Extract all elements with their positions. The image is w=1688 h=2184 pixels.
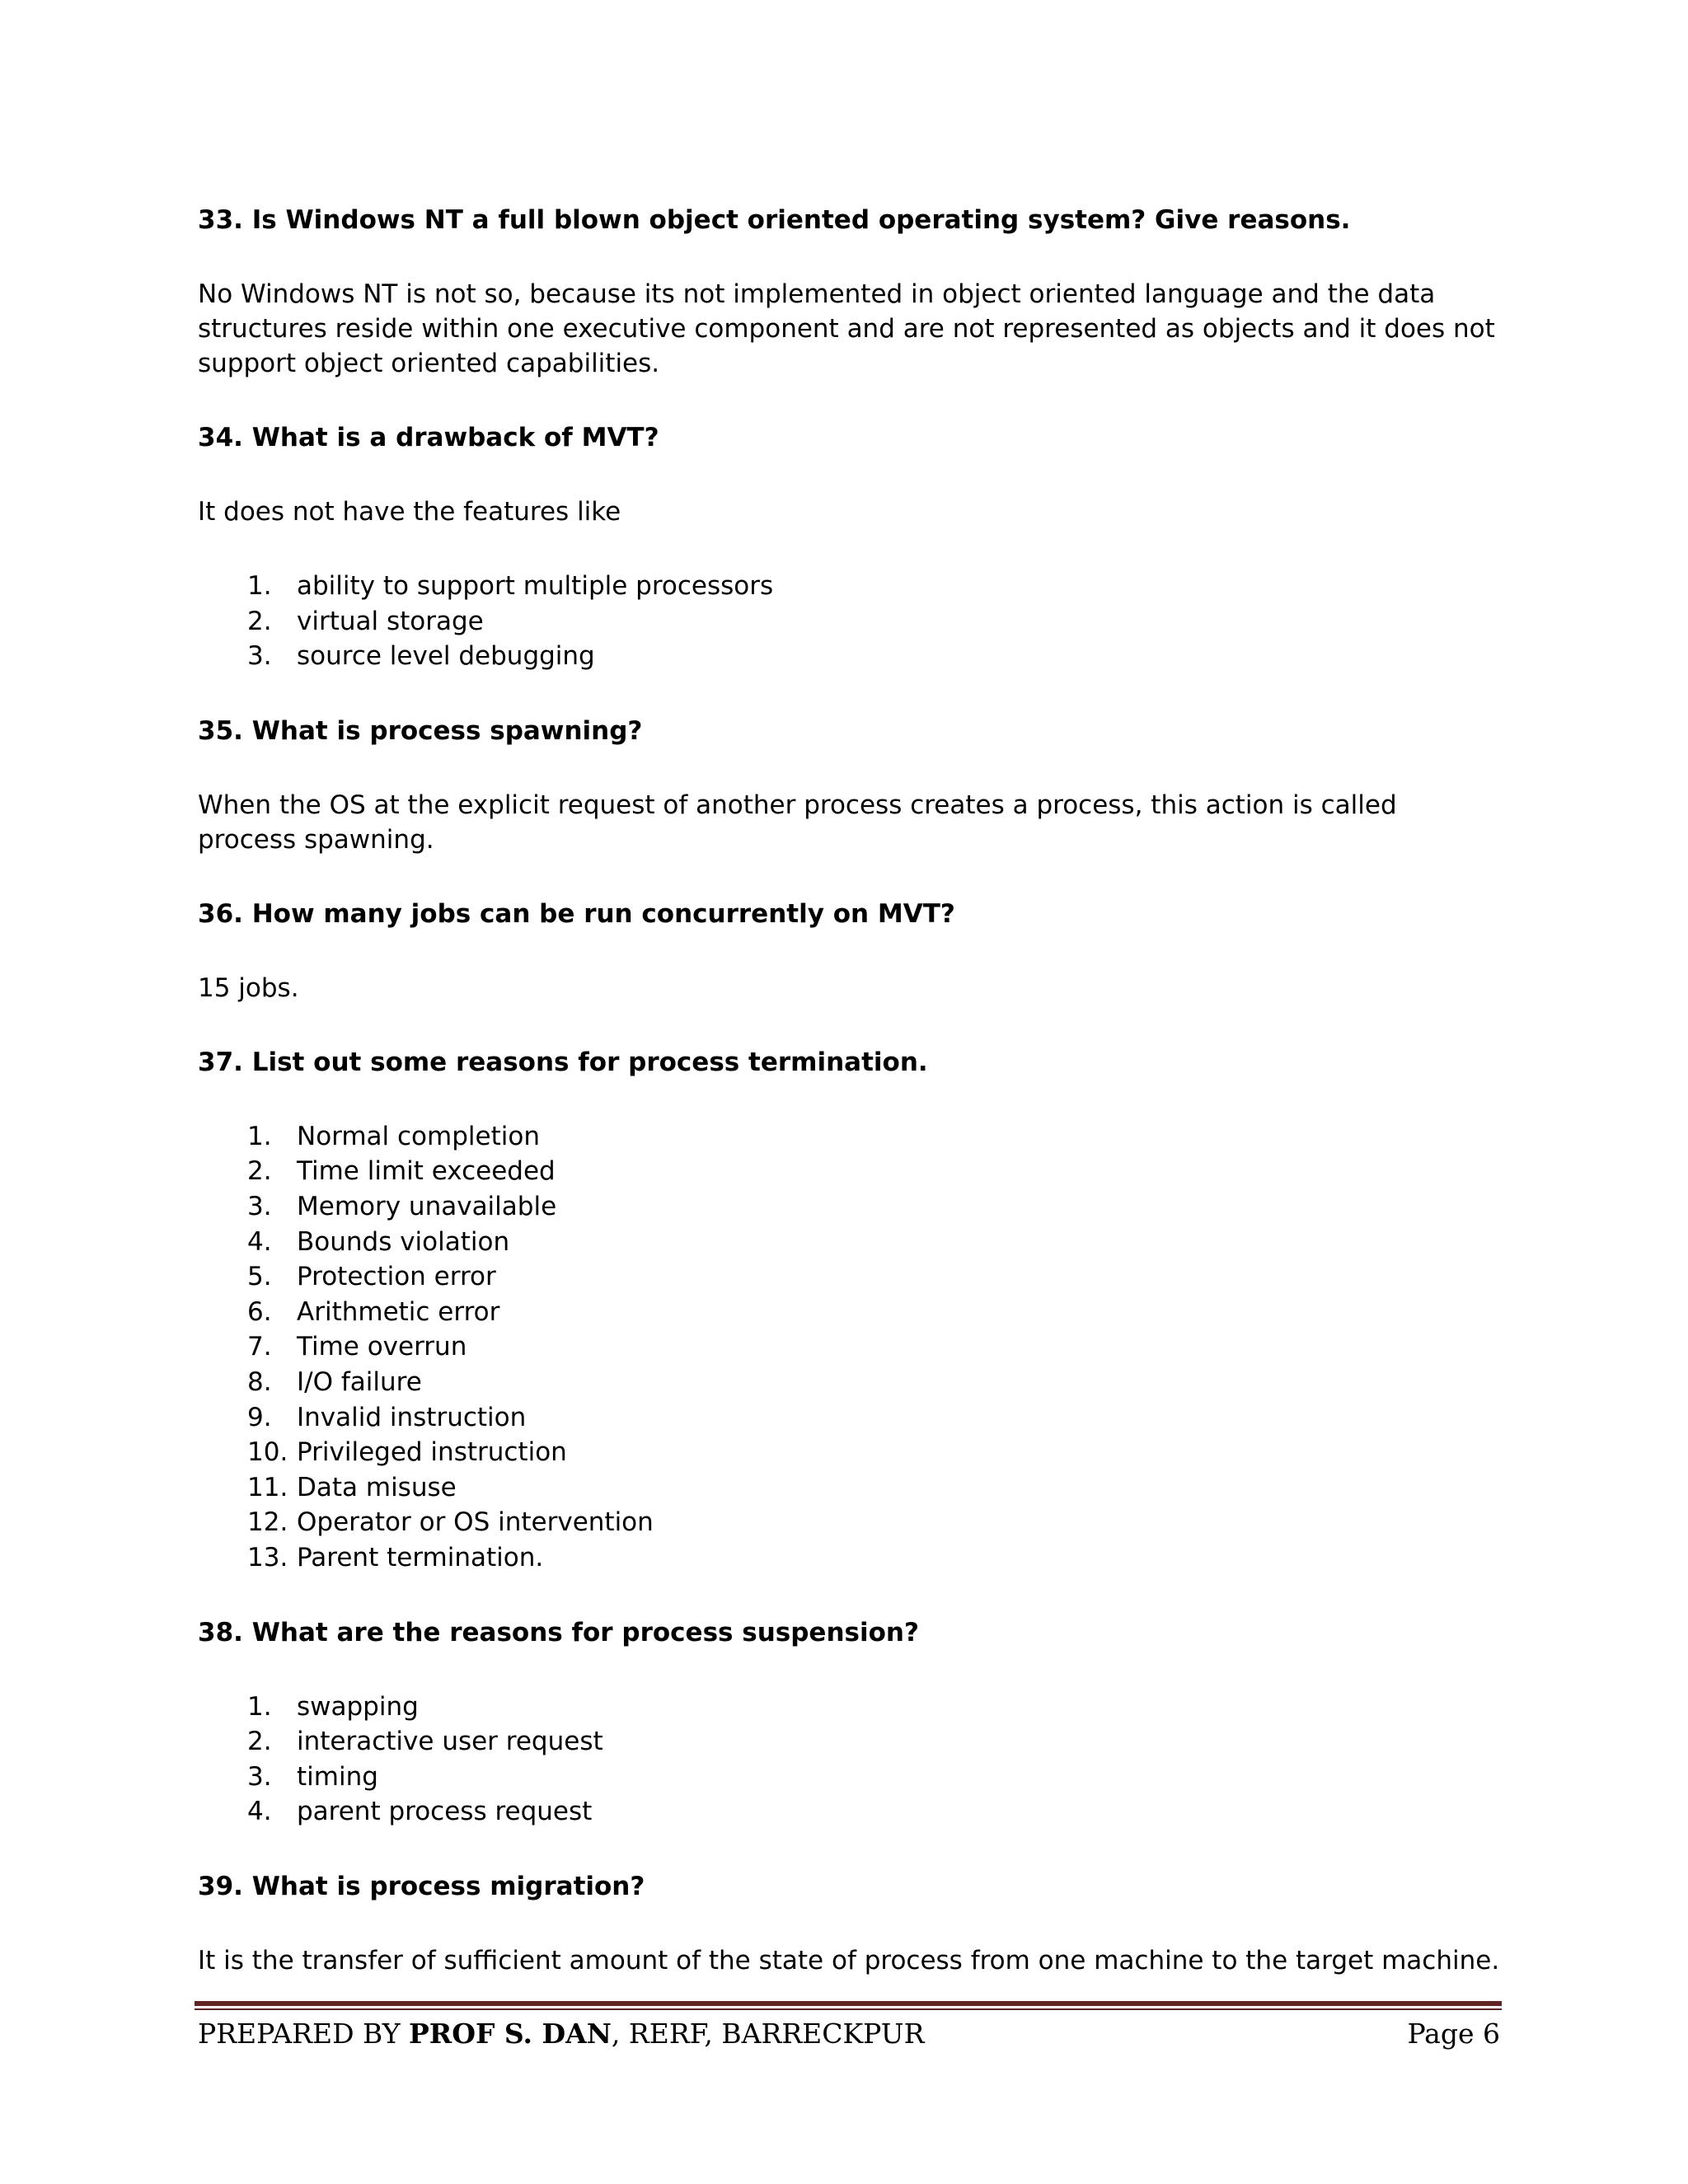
list-number: 6. [247, 1296, 272, 1327]
list-item: 3. source level debugging [198, 639, 1500, 674]
question-38: 38. What are the reasons for process suspension? [198, 1617, 919, 1647]
answer-39: It is the transfer of sufficient amount of the state of process from one machine to the target machine. [198, 1945, 1500, 1975]
list-item: 6. Arithmetic error [198, 1295, 1500, 1330]
list-number: 1. [247, 571, 272, 601]
question-37: 37. List out some reasons for process termination. [198, 1047, 928, 1077]
answer-35: When the OS at the explicit request of another process creates a process, this action is called process spawning. [198, 790, 1397, 855]
list-item: 7. Time overrun [198, 1329, 1500, 1365]
list-item: 5. Protection error [198, 1259, 1500, 1295]
list-item: 2. virtual storage [198, 604, 1500, 640]
list-item: 12. Operator or OS intervention [198, 1505, 1500, 1540]
question-39: 39. What is process migration? [198, 1871, 645, 1901]
list-item: 3. Memory unavailable [198, 1189, 1500, 1225]
footer-rule [195, 2001, 1502, 2006]
list-number: 8. [247, 1366, 272, 1397]
list-number: 13. [247, 1542, 288, 1572]
list-number: 4. [247, 1226, 272, 1257]
list-item: 1. ability to support multiple processors [198, 569, 1500, 604]
question-35: 35. What is process spawning? [198, 715, 643, 746]
list-number: 3. [247, 641, 272, 672]
footer-rule-thin [195, 2008, 1502, 2010]
document-page [198, 0, 1500, 2184]
answer-36: 15 jobs. [198, 972, 299, 1003]
list-34 [198, 569, 1500, 674]
list-item: 9. Invalid instruction [198, 1400, 1500, 1436]
list-number: 1. [247, 1121, 272, 1151]
list-number: 4. [247, 1797, 272, 1827]
list-number: 2. [247, 606, 272, 636]
list-number: 12. [247, 1507, 288, 1538]
list-item: 3. timing [198, 1760, 1500, 1795]
list-number: 5. [247, 1262, 272, 1292]
list-item: 8. I/O failure [198, 1365, 1500, 1400]
footer-author: PROF S. DAN [408, 2018, 612, 2050]
list-number: 3. [247, 1191, 272, 1221]
list-38 [198, 1690, 1500, 1830]
list-37 [198, 1119, 1500, 1576]
qa-content [198, 203, 1500, 2018]
list-number: 10. [247, 1437, 288, 1468]
list-item: 13. Parent termination. [198, 1540, 1500, 1576]
page-number: Page 6 [1407, 2018, 1500, 2050]
question-34: 34. What is a drawback of MVT? [198, 423, 659, 452]
list-item: 4. parent process request [198, 1794, 1500, 1830]
list-item: 11. Data misuse [198, 1470, 1500, 1506]
list-item: 1. swapping [198, 1690, 1500, 1725]
list-number: 7. [247, 1332, 272, 1362]
list-item: 2. interactive user request [198, 1724, 1500, 1760]
list-item: 1. Normal completion [198, 1119, 1500, 1155]
list-number: 11. [247, 1472, 288, 1502]
question-36: 36. How many jobs can be run concurrently on MVT? [198, 898, 955, 929]
list-number: 2. [247, 1727, 272, 1757]
list-number: 9. [247, 1402, 272, 1432]
footer-credit: PREPARED BY PROF S. DAN, RERF, BARRECKPUR [198, 2018, 925, 2050]
list-item: 10. Privileged instruction [198, 1435, 1500, 1470]
list-number: 2. [247, 1156, 272, 1187]
list-item: 4. Bounds violation [198, 1225, 1500, 1260]
answer-33: No Windows NT is not so, because its not implemented in object oriented language and the data structures reside within one executive component and are not represented as objects and it does not support object oriented capabilities. [198, 279, 1495, 378]
list-item: 2. Time limit exceeded [198, 1154, 1500, 1189]
question-33: 33. Is Windows NT a full blown object oriented operating system? Give reasons. [198, 205, 1351, 235]
answer-34: It does not have the features like [198, 497, 621, 527]
list-number: 1. [247, 1691, 272, 1722]
list-number: 3. [247, 1761, 272, 1792]
